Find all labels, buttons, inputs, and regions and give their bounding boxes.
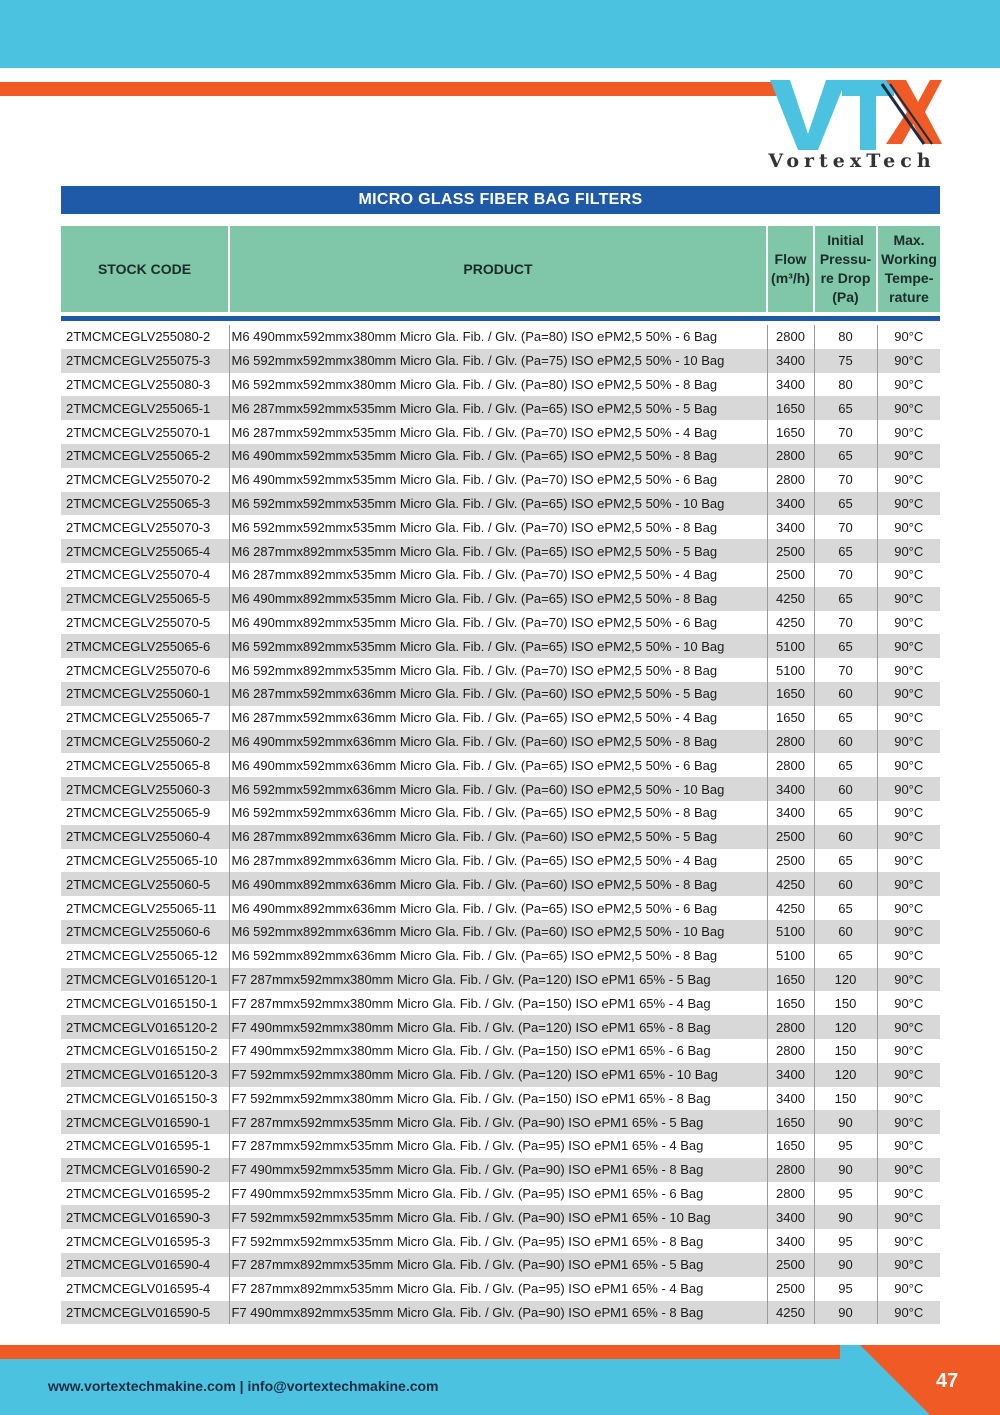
cell-max-temperature: 90°C (894, 424, 924, 440)
cell-flow: 2800 (767, 1039, 814, 1063)
table-row (61, 420, 940, 444)
table-row (61, 825, 940, 849)
cell-pressure-drop: 80 (814, 373, 877, 397)
cell-stock-code: 2TMCMCEGLV255060-4 (61, 825, 229, 849)
cell-stock-code: 2TMCMCEGLV016590-5 (61, 1301, 229, 1325)
cell-flow: 1650 (767, 420, 814, 444)
header-temperature-line: Tempe- (884, 270, 934, 286)
table-row (61, 896, 940, 920)
cell-product: F7 592mmx592mmx535mm Micro Gla. Fib. / Glv. (Pa=90) ISO ePM1 65% - 10 Bag (229, 1205, 767, 1229)
cell-stock-code: 2TMCMCEGLV255065-8 (61, 753, 229, 777)
cell-product: M6 592mmx592mmx535mm Micro Gla. Fib. / Glv. (Pa=70) ISO ePM2,5 50% - 8 Bag (229, 515, 767, 539)
header-flow (767, 226, 814, 312)
page-number: 47 (936, 1370, 959, 1392)
cell-pressure-drop: 60 (814, 920, 877, 944)
cell-stock-code: 2TMCMCEGLV255065-5 (61, 587, 229, 611)
cell-product: M6 490mmx892mmx535mm Micro Gla. Fib. / Glv. (Pa=65) ISO ePM2,5 50% - 8 Bag (229, 587, 767, 611)
cell-product: F7 592mmx592mmx535mm Micro Gla. Fib. / Glv. (Pa=95) ISO ePM1 65% - 8 Bag (229, 1229, 767, 1253)
table-row (61, 349, 940, 373)
cell-max-temperature: 90°C (877, 396, 940, 420)
table-row (61, 1205, 940, 1229)
table-row (61, 396, 940, 420)
cell-max-temperature: 90°C (894, 995, 924, 1011)
cell-product: F7 592mmx592mmx380mm Micro Gla. Fib. / Glv. (Pa=150) ISO ePM1 65% - 8 Bag (229, 1087, 767, 1111)
cell-pressure-drop: 65 (814, 396, 877, 420)
cell-flow: 3400 (767, 373, 814, 397)
cell-flow: 1650 (767, 682, 814, 706)
table-row (61, 563, 940, 587)
cell-stock-code: 2TMCMCEGLV016590-3 (61, 1205, 229, 1229)
cell-product: M6 592mmx892mmx636mm Micro Gla. Fib. / Glv. (Pa=65) ISO ePM2,5 50% - 8 Bag (229, 944, 767, 968)
header-temperature-line: Working (881, 251, 937, 267)
cell-product: M6 287mmx592mmx636mm Micro Gla. Fib. / Glv. (Pa=65) ISO ePM2,5 50% - 4 Bag (229, 706, 767, 730)
table-row (61, 1253, 940, 1277)
cell-stock-code: 2TMCMCEGLV0165150-2 (61, 1039, 229, 1063)
table-row (61, 730, 940, 754)
table-row (61, 944, 940, 968)
cell-stock-code: 2TMCMCEGLV0165150-1 (61, 991, 229, 1015)
cell-pressure-drop: 70 (814, 420, 877, 444)
top-orange-stripe (0, 82, 785, 96)
cell-product: M6 490mmx892mmx636mm Micro Gla. Fib. / Glv. (Pa=65) ISO ePM2,5 50% - 6 Bag (229, 896, 767, 920)
cell-pressure-drop: 90 (814, 1253, 877, 1277)
cell-stock-code: 2TMCMCEGLV0165150-3 (61, 1087, 229, 1111)
cell-max-temperature: 90°C (877, 1301, 940, 1325)
cell-flow: 2800 (767, 1182, 814, 1206)
cell-max-temperature: 90°C (877, 444, 940, 468)
cell-stock-code: 2TMCMCEGLV016590-2 (61, 1158, 229, 1182)
cell-flow: 4250 (767, 587, 814, 611)
cell-product: F7 287mmx592mmx535mm Micro Gla. Fib. / Glv. (Pa=95) ISO ePM1 65% - 4 Bag (229, 1134, 767, 1158)
cell-product: F7 287mmx892mmx535mm Micro Gla. Fib. / Glv. (Pa=95) ISO ePM1 65% - 4 Bag (229, 1277, 767, 1301)
header-pressure-line: re Drop (820, 270, 871, 286)
cell-pressure-drop: 65 (814, 706, 877, 730)
cell-flow: 4250 (767, 896, 814, 920)
cell-product: F7 490mmx592mmx535mm Micro Gla. Fib. / Glv. (Pa=95) ISO ePM1 65% - 6 Bag (229, 1182, 767, 1206)
cell-flow: 4250 (767, 872, 814, 896)
cell-flow: 2800 (767, 468, 814, 492)
header-temperature-line: Max. (893, 232, 925, 248)
cell-product: F7 592mmx592mmx380mm Micro Gla. Fib. / Glv. (Pa=120) ISO ePM1 65% - 10 Bag (229, 1063, 767, 1087)
cell-product: M6 592mmx592mmx380mm Micro Gla. Fib. / Glv. (Pa=75) ISO ePM2,5 50% - 10 Bag (229, 349, 767, 373)
cell-flow: 3400 (767, 349, 814, 373)
cell-max-temperature: 90°C (894, 472, 924, 488)
cell-pressure-drop: 90 (814, 1110, 877, 1134)
cell-product: M6 287mmx592mmx535mm Micro Gla. Fib. / Glv. (Pa=65) ISO ePM2,5 50% - 5 Bag (229, 396, 767, 420)
cell-pressure-drop: 150 (814, 991, 877, 1015)
cell-flow: 2800 (767, 1158, 814, 1182)
cell-stock-code: 2TMCMCEGLV255060-1 (61, 682, 229, 706)
cell-stock-code: 2TMCMCEGLV255070-2 (61, 468, 229, 492)
cell-pressure-drop: 60 (814, 730, 877, 754)
cell-pressure-drop: 70 (814, 515, 877, 539)
cell-pressure-drop: 65 (814, 801, 877, 825)
cell-flow: 1650 (767, 968, 814, 992)
cell-product: F7 287mmx592mmx535mm Micro Gla. Fib. / Glv. (Pa=90) ISO ePM1 65% - 5 Bag (229, 1110, 767, 1134)
header-pressure-line: Pressu- (819, 251, 872, 267)
header-product: PRODUCT (229, 226, 767, 312)
cell-product: F7 490mmx592mmx380mm Micro Gla. Fib. / Glv. (Pa=120) ISO ePM1 65% - 8 Bag (229, 1015, 767, 1039)
cell-flow: 3400 (767, 515, 814, 539)
cell-product: M6 592mmx592mmx535mm Micro Gla. Fib. / Glv. (Pa=65) ISO ePM2,5 50% - 10 Bag (229, 492, 767, 516)
cell-max-temperature: 90°C (877, 1158, 940, 1182)
cell-pressure-drop: 95 (814, 1229, 877, 1253)
cell-product: F7 287mmx892mmx535mm Micro Gla. Fib. / Glv. (Pa=90) ISO ePM1 65% - 5 Bag (229, 1253, 767, 1277)
cell-flow: 2500 (767, 1277, 814, 1301)
cell-stock-code: 2TMCMCEGLV255070-5 (61, 611, 229, 635)
header-stock-code: STOCK CODE (61, 226, 229, 312)
cell-pressure-drop: 120 (814, 1063, 877, 1087)
header-pressure-line: Initial (827, 232, 864, 248)
cell-pressure-drop: 65 (814, 444, 877, 468)
table-row (61, 373, 940, 397)
table-row (61, 444, 940, 468)
table-row (61, 1110, 940, 1134)
cell-stock-code: 2TMCMCEGLV255065-11 (61, 896, 229, 920)
cell-max-temperature: 90°C (894, 1233, 924, 1249)
header-temperature-line: rature (889, 289, 929, 305)
cell-product: M6 592mmx592mmx636mm Micro Gla. Fib. / Glv. (Pa=65) ISO ePM2,5 50% - 8 Bag (229, 801, 767, 825)
table-row (61, 1158, 940, 1182)
cell-max-temperature: 90°C (894, 662, 924, 678)
cell-max-temperature: 90°C (877, 920, 940, 944)
cell-max-temperature: 90°C (877, 587, 940, 611)
cell-pressure-drop: 95 (814, 1182, 877, 1206)
cell-flow: 2800 (767, 444, 814, 468)
cell-product: M6 287mmx592mmx535mm Micro Gla. Fib. / Glv. (Pa=70) ISO ePM2,5 50% - 4 Bag (229, 420, 767, 444)
cell-pressure-drop: 65 (814, 634, 877, 658)
cell-max-temperature: 90°C (877, 777, 940, 801)
cell-flow: 2500 (767, 539, 814, 563)
cell-product: M6 592mmx892mmx535mm Micro Gla. Fib. / Glv. (Pa=70) ISO ePM2,5 50% - 8 Bag (229, 658, 767, 682)
cell-product: M6 490mmx592mmx535mm Micro Gla. Fib. / Glv. (Pa=70) ISO ePM2,5 50% - 6 Bag (229, 468, 767, 492)
cell-stock-code: 2TMCMCEGLV255070-4 (61, 563, 229, 587)
cell-max-temperature: 90°C (894, 1186, 924, 1202)
table-row (61, 492, 940, 516)
cell-pressure-drop: 65 (814, 492, 877, 516)
table-row (61, 1039, 940, 1063)
cell-stock-code: 2TMCMCEGLV016595-4 (61, 1277, 229, 1301)
cell-product: M6 490mmx592mmx380mm Micro Gla. Fib. / Glv. (Pa=80) ISO ePM2,5 50% - 6 Bag (229, 325, 767, 349)
cell-flow: 5100 (767, 944, 814, 968)
table-row (61, 991, 940, 1015)
cell-pressure-drop: 65 (814, 849, 877, 873)
bottom-orange-stripe (0, 1345, 850, 1359)
cell-product: M6 592mmx892mmx535mm Micro Gla. Fib. / Glv. (Pa=65) ISO ePM2,5 50% - 10 Bag (229, 634, 767, 658)
cell-pressure-drop: 90 (814, 1301, 877, 1325)
table-row (61, 777, 940, 801)
cell-stock-code: 2TMCMCEGLV255065-6 (61, 634, 229, 658)
cell-pressure-drop: 65 (814, 896, 877, 920)
cell-product: M6 592mmx592mmx636mm Micro Gla. Fib. / Glv. (Pa=60) ISO ePM2,5 50% - 10 Bag (229, 777, 767, 801)
cell-max-temperature: 90°C (894, 376, 924, 392)
table-row (61, 658, 940, 682)
cell-product: M6 287mmx892mmx636mm Micro Gla. Fib. / Glv. (Pa=65) ISO ePM2,5 50% - 4 Bag (229, 849, 767, 873)
table-row (61, 634, 940, 658)
cell-flow: 1650 (767, 991, 814, 1015)
cell-max-temperature: 90°C (877, 825, 940, 849)
table-row (61, 515, 940, 539)
table-row (61, 1277, 940, 1301)
cell-max-temperature: 90°C (894, 614, 924, 630)
cell-product: M6 287mmx592mmx636mm Micro Gla. Fib. / Glv. (Pa=60) ISO ePM2,5 50% - 5 Bag (229, 682, 767, 706)
cell-flow: 4250 (767, 611, 814, 635)
cell-stock-code: 2TMCMCEGLV016590-4 (61, 1253, 229, 1277)
cell-product: F7 287mmx592mmx380mm Micro Gla. Fib. / Glv. (Pa=150) ISO ePM1 65% - 4 Bag (229, 991, 767, 1015)
cell-max-temperature: 90°C (877, 1015, 940, 1039)
cell-pressure-drop: 65 (814, 944, 877, 968)
cell-max-temperature: 90°C (894, 567, 924, 583)
table-row (61, 753, 940, 777)
header-temperature (877, 226, 940, 312)
cell-stock-code: 2TMCMCEGLV255065-10 (61, 849, 229, 873)
cell-flow: 1650 (767, 706, 814, 730)
cell-max-temperature: 90°C (877, 492, 940, 516)
cell-stock-code: 2TMCMCEGLV255060-3 (61, 777, 229, 801)
cell-max-temperature: 90°C (894, 805, 924, 821)
cell-pressure-drop: 95 (814, 1134, 877, 1158)
cell-product: M6 490mmx892mmx535mm Micro Gla. Fib. / Glv. (Pa=70) ISO ePM2,5 50% - 6 Bag (229, 611, 767, 635)
table-row (61, 872, 940, 896)
cell-stock-code: 2TMCMCEGLV255060-2 (61, 730, 229, 754)
cell-product: F7 287mmx592mmx380mm Micro Gla. Fib. / Glv. (Pa=120) ISO ePM1 65% - 5 Bag (229, 968, 767, 992)
table-row (61, 468, 940, 492)
cell-pressure-drop: 65 (814, 539, 877, 563)
cell-stock-code: 2TMCMCEGLV255065-3 (61, 492, 229, 516)
cell-product: M6 490mmx592mmx636mm Micro Gla. Fib. / Glv. (Pa=60) ISO ePM2,5 50% - 8 Bag (229, 730, 767, 754)
cell-max-temperature: 90°C (877, 1253, 940, 1277)
cell-product: F7 490mmx892mmx535mm Micro Gla. Fib. / Glv. (Pa=90) ISO ePM1 65% - 8 Bag (229, 1301, 767, 1325)
cell-stock-code: 2TMCMCEGLV0165120-1 (61, 968, 229, 992)
cell-stock-code: 2TMCMCEGLV255060-6 (61, 920, 229, 944)
cell-flow: 2500 (767, 563, 814, 587)
cell-stock-code: 2TMCMCEGLV255080-2 (61, 325, 229, 349)
cell-stock-code: 2TMCMCEGLV255060-5 (61, 872, 229, 896)
cell-max-temperature: 90°C (877, 1110, 940, 1134)
cell-product: M6 287mmx892mmx636mm Micro Gla. Fib. / Glv. (Pa=60) ISO ePM2,5 50% - 5 Bag (229, 825, 767, 849)
cell-max-temperature: 90°C (894, 710, 924, 726)
cell-pressure-drop: 60 (814, 777, 877, 801)
cell-flow: 2800 (767, 1015, 814, 1039)
cell-stock-code: 2TMCMCEGLV255070-3 (61, 515, 229, 539)
cell-pressure-drop: 60 (814, 682, 877, 706)
cell-max-temperature: 90°C (877, 349, 940, 373)
cell-max-temperature: 90°C (894, 757, 924, 773)
cell-pressure-drop: 60 (814, 825, 877, 849)
logo-v-letter (770, 80, 846, 150)
cell-max-temperature: 90°C (877, 1063, 940, 1087)
cell-flow: 2500 (767, 1253, 814, 1277)
cell-max-temperature: 90°C (894, 1090, 924, 1106)
cell-max-temperature: 90°C (877, 682, 940, 706)
table-row (61, 1229, 940, 1253)
header-pressure (814, 226, 877, 312)
table-header-row (61, 226, 940, 312)
cell-pressure-drop: 150 (814, 1087, 877, 1111)
table-row (61, 611, 940, 635)
cell-pressure-drop: 70 (814, 611, 877, 635)
footer-corner-shape (840, 1345, 1000, 1415)
cell-flow: 3400 (767, 801, 814, 825)
header-pressure-line: (Pa) (832, 289, 859, 305)
cell-product: M6 490mmx892mmx636mm Micro Gla. Fib. / Glv. (Pa=60) ISO ePM2,5 50% - 8 Bag (229, 872, 767, 896)
cell-stock-code: 2TMCMCEGLV255065-7 (61, 706, 229, 730)
cell-flow: 3400 (767, 1205, 814, 1229)
cell-max-temperature: 90°C (877, 872, 940, 896)
products-table (61, 226, 940, 1324)
cell-max-temperature: 90°C (894, 900, 924, 916)
cell-max-temperature: 90°C (877, 968, 940, 992)
cell-flow: 3400 (767, 1063, 814, 1087)
cell-flow: 2800 (767, 753, 814, 777)
table-row (61, 1063, 940, 1087)
cell-flow: 3400 (767, 1229, 814, 1253)
cell-max-temperature: 90°C (877, 1205, 940, 1229)
table-row (61, 1015, 940, 1039)
cell-flow: 3400 (767, 1087, 814, 1111)
cell-stock-code: 2TMCMCEGLV016595-2 (61, 1182, 229, 1206)
table-row (61, 682, 940, 706)
cell-stock-code: 2TMCMCEGLV016590-1 (61, 1110, 229, 1134)
cell-max-temperature: 90°C (894, 852, 924, 868)
cell-pressure-drop: 80 (814, 325, 877, 349)
cell-flow: 1650 (767, 1134, 814, 1158)
table-row (61, 968, 940, 992)
cell-pressure-drop: 90 (814, 1205, 877, 1229)
cell-stock-code: 2TMCMCEGLV0165120-2 (61, 1015, 229, 1039)
cell-product: F7 490mmx592mmx380mm Micro Gla. Fib. / Glv. (Pa=150) ISO ePM1 65% - 6 Bag (229, 1039, 767, 1063)
cell-flow: 1650 (767, 1110, 814, 1134)
cell-pressure-drop: 65 (814, 587, 877, 611)
footer-contact: www.vortextechmakine.com | info@vortextechmakine.com (48, 1378, 439, 1394)
table-row (61, 587, 940, 611)
cell-stock-code: 2TMCMCEGLV255065-9 (61, 801, 229, 825)
cell-product: M6 490mmx592mmx636mm Micro Gla. Fib. / Glv. (Pa=65) ISO ePM2,5 50% - 6 Bag (229, 753, 767, 777)
cell-pressure-drop: 120 (814, 968, 877, 992)
table-row (61, 1087, 940, 1111)
cell-flow: 2800 (767, 325, 814, 349)
cell-product: M6 490mmx592mmx535mm Micro Gla. Fib. / Glv. (Pa=65) ISO ePM2,5 50% - 8 Bag (229, 444, 767, 468)
cell-max-temperature: 90°C (877, 730, 940, 754)
table-title: MICRO GLASS FIBER BAG FILTERS (61, 186, 940, 214)
cell-product: F7 490mmx592mmx535mm Micro Gla. Fib. / Glv. (Pa=90) ISO ePM1 65% - 8 Bag (229, 1158, 767, 1182)
header-flow-line: Flow (774, 251, 807, 267)
cell-product: M6 592mmx592mmx380mm Micro Gla. Fib. / Glv. (Pa=80) ISO ePM2,5 50% - 8 Bag (229, 373, 767, 397)
cell-pressure-drop: 70 (814, 658, 877, 682)
table-row (61, 801, 940, 825)
cell-stock-code: 2TMCMCEGLV255080-3 (61, 373, 229, 397)
top-blue-band (0, 0, 1000, 68)
cell-flow: 5100 (767, 920, 814, 944)
table-body (61, 325, 940, 1324)
cell-max-temperature: 90°C (877, 539, 940, 563)
table-row (61, 920, 940, 944)
cell-flow: 2500 (767, 825, 814, 849)
cell-stock-code: 2TMCMCEGLV016595-3 (61, 1229, 229, 1253)
cell-pressure-drop: 60 (814, 872, 877, 896)
cell-flow: 2500 (767, 849, 814, 873)
cell-max-temperature: 90°C (894, 329, 924, 345)
cell-stock-code: 2TMCMCEGLV255070-1 (61, 420, 229, 444)
cell-max-temperature: 90°C (894, 519, 924, 535)
cell-stock-code: 2TMCMCEGLV255075-3 (61, 349, 229, 373)
cell-stock-code: 2TMCMCEGLV0165120-3 (61, 1063, 229, 1087)
table-row (61, 1301, 940, 1325)
cell-pressure-drop: 70 (814, 563, 877, 587)
cell-max-temperature: 90°C (894, 1138, 924, 1154)
table-row (61, 1134, 940, 1158)
cell-stock-code: 2TMCMCEGLV255070-6 (61, 658, 229, 682)
table-row (61, 1182, 940, 1206)
svg-text:VTX: VTX (854, 122, 856, 123)
cell-max-temperature: 90°C (894, 1281, 924, 1297)
cell-max-temperature: 90°C (894, 1043, 924, 1059)
table-row (61, 325, 940, 349)
header-flow-line: (m³/h) (771, 270, 810, 286)
table-row (61, 539, 940, 563)
cell-flow: 3400 (767, 492, 814, 516)
cell-stock-code: 2TMCMCEGLV255065-1 (61, 396, 229, 420)
cell-pressure-drop: 120 (814, 1015, 877, 1039)
cell-product: M6 287mmx892mmx535mm Micro Gla. Fib. / Glv. (Pa=70) ISO ePM2,5 50% - 4 Bag (229, 563, 767, 587)
cell-flow: 2800 (767, 730, 814, 754)
cell-stock-code: 2TMCMCEGLV255065-4 (61, 539, 229, 563)
cell-stock-code: 2TMCMCEGLV255065-2 (61, 444, 229, 468)
cell-product: M6 592mmx892mmx636mm Micro Gla. Fib. / Glv. (Pa=60) ISO ePM2,5 50% - 10 Bag (229, 920, 767, 944)
cell-pressure-drop: 150 (814, 1039, 877, 1063)
cell-pressure-drop: 75 (814, 349, 877, 373)
table-row (61, 706, 940, 730)
cell-max-temperature: 90°C (877, 634, 940, 658)
cell-flow: 3400 (767, 777, 814, 801)
cell-pressure-drop: 70 (814, 468, 877, 492)
cell-stock-code: 2TMCMCEGLV255065-12 (61, 944, 229, 968)
cell-pressure-drop: 65 (814, 753, 877, 777)
cell-max-temperature: 90°C (894, 948, 924, 964)
cell-pressure-drop: 90 (814, 1158, 877, 1182)
cell-stock-code: 2TMCMCEGLV016595-1 (61, 1134, 229, 1158)
cell-flow: 5100 (767, 634, 814, 658)
cell-flow: 1650 (767, 396, 814, 420)
cell-product: M6 287mmx892mmx535mm Micro Gla. Fib. / Glv. (Pa=65) ISO ePM2,5 50% - 5 Bag (229, 539, 767, 563)
logo-wordmark: VortexTech (768, 150, 936, 172)
table-row (61, 849, 940, 873)
cell-pressure-drop: 95 (814, 1277, 877, 1301)
cell-flow: 4250 (767, 1301, 814, 1325)
cell-flow: 5100 (767, 658, 814, 682)
